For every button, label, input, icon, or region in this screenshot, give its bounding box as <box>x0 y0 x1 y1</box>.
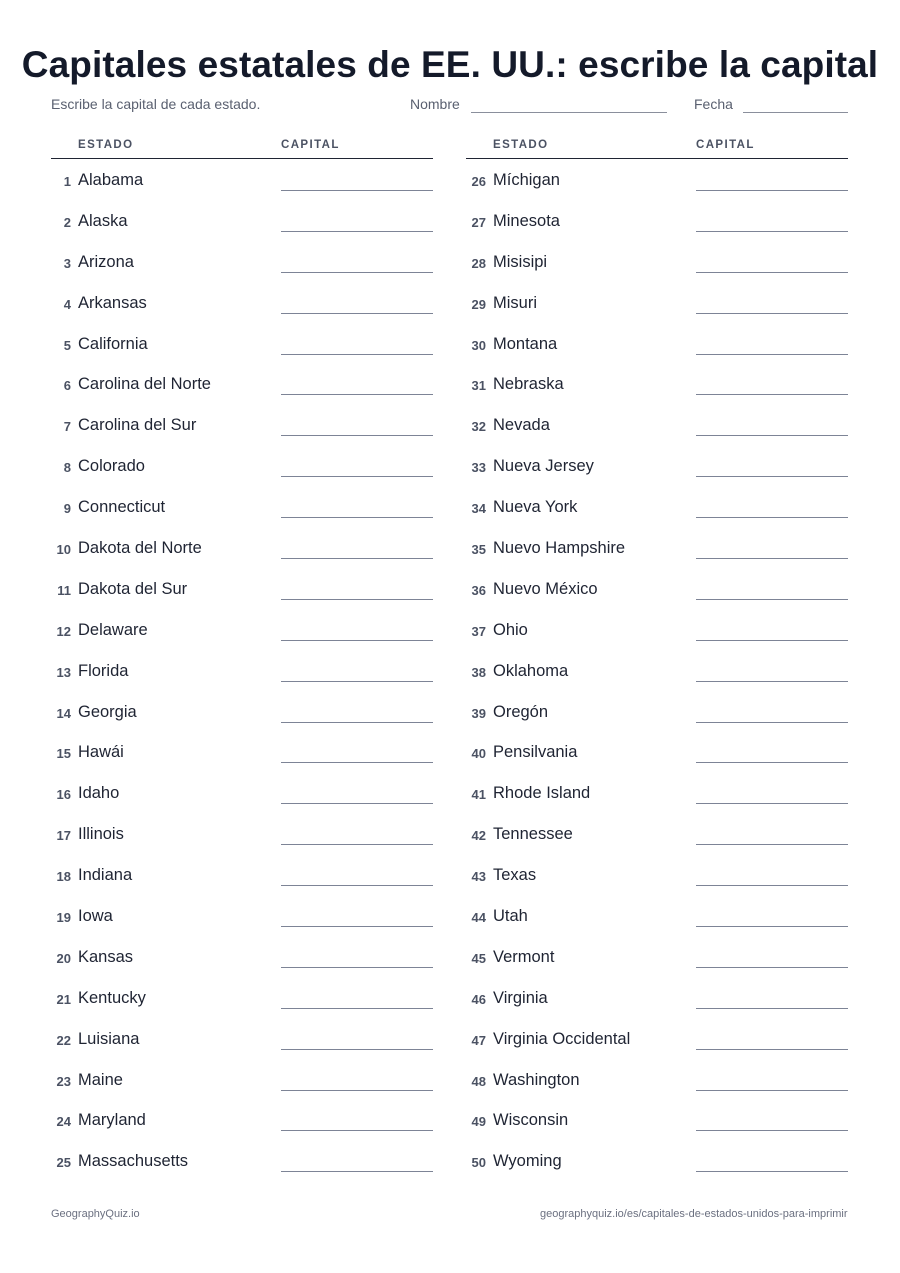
row-number: 50 <box>471 1155 486 1171</box>
state-name: Vermont <box>493 947 555 966</box>
state-header: ESTADO <box>493 139 549 151</box>
row-number: 1 <box>63 174 71 189</box>
capital-answer-field[interactable] <box>696 1049 848 1050</box>
capital-answer-field[interactable] <box>696 1090 848 1091</box>
worksheet-row <box>466 568 848 609</box>
state-name: Colorado <box>78 457 145 476</box>
state-name: Misuri <box>493 293 537 312</box>
row-number: 48 <box>471 1073 486 1089</box>
worksheet-row <box>466 813 848 854</box>
left-column <box>51 138 433 1181</box>
capital-answer-field[interactable] <box>281 1130 433 1131</box>
row-number: 42 <box>471 828 486 844</box>
state-name: Carolina del Sur <box>78 416 197 435</box>
worksheet-row <box>51 772 433 813</box>
row-number: 47 <box>471 1032 486 1048</box>
row-number: 46 <box>471 991 486 1007</box>
row-number: 31 <box>471 378 486 394</box>
worksheet-row <box>466 936 848 977</box>
capital-answer-field[interactable] <box>696 844 848 845</box>
capital-answer-field[interactable] <box>696 640 848 641</box>
state-name: Nebraska <box>493 375 564 394</box>
row-number: 37 <box>471 623 486 639</box>
worksheet-row <box>466 527 848 568</box>
state-name: Nuevo Hampshire <box>493 539 626 558</box>
state-name: Nueva Jersey <box>493 457 594 476</box>
state-name: Iowa <box>78 907 113 926</box>
row-number: 22 <box>56 1032 71 1048</box>
capital-answer-field[interactable] <box>281 599 433 600</box>
state-name: Oklahoma <box>493 661 569 680</box>
capital-answer-field[interactable] <box>696 926 848 927</box>
row-number: 9 <box>63 501 71 517</box>
row-number: 24 <box>56 1114 71 1130</box>
row-number: 10 <box>56 542 71 558</box>
row-number: 35 <box>471 542 486 558</box>
worksheet-row <box>51 1140 433 1181</box>
state-name: Virginia Occidental <box>493 1029 631 1048</box>
row-number: 19 <box>56 910 71 926</box>
row-number: 17 <box>56 828 71 844</box>
row-number: 4 <box>63 296 71 312</box>
row-number: 23 <box>56 1073 71 1089</box>
name-label: Nombre <box>410 96 460 112</box>
worksheet-row <box>466 323 848 364</box>
state-header: ESTADO <box>78 139 134 151</box>
worksheet-row <box>51 936 433 977</box>
worksheet-row <box>466 1140 848 1181</box>
capital-answer-field[interactable] <box>281 1049 433 1050</box>
capital-answer-field[interactable] <box>281 640 433 641</box>
capital-answer-field[interactable] <box>281 1171 433 1172</box>
worksheet-row <box>466 445 848 486</box>
capital-answer-field[interactable] <box>696 558 848 559</box>
worksheet-row <box>51 363 433 404</box>
capital-answer-field[interactable] <box>696 190 848 191</box>
state-name: Nueva York <box>493 498 578 517</box>
capital-answer-field[interactable] <box>281 1090 433 1091</box>
row-number: 21 <box>56 991 71 1007</box>
worksheet-row <box>466 159 848 200</box>
state-name: Luisiana <box>78 1029 140 1048</box>
capital-answer-field[interactable] <box>696 1008 848 1009</box>
capital-answer-field[interactable] <box>696 885 848 886</box>
worksheet-row <box>466 609 848 650</box>
capital-answer-field[interactable] <box>696 722 848 723</box>
row-number: 43 <box>471 869 486 885</box>
worksheet-row <box>51 159 433 200</box>
row-number: 36 <box>471 582 486 598</box>
state-name: Maine <box>78 1070 123 1089</box>
worksheet-row <box>466 691 848 732</box>
worksheet-row <box>51 323 433 364</box>
footer-url[interactable]: geographyquiz.io/es/capitales-de-estados-unidos-para-imprimir <box>540 1208 848 1220</box>
state-name: Texas <box>493 866 537 885</box>
state-name: Connecticut <box>78 498 166 517</box>
row-number: 6 <box>63 378 71 394</box>
row-number: 32 <box>471 419 486 435</box>
worksheet-row <box>51 609 433 650</box>
capital-answer-field[interactable] <box>696 517 848 518</box>
capital-answer-field[interactable] <box>696 394 848 395</box>
capital-answer-field[interactable] <box>281 231 433 232</box>
instructions-text: Escribe la capital de cada estado. <box>51 96 261 112</box>
row-number: 41 <box>471 787 486 803</box>
worksheet-row <box>466 731 848 772</box>
state-name: Utah <box>493 907 528 926</box>
state-name: Massachusetts <box>78 1152 189 1171</box>
row-number: 45 <box>471 950 486 966</box>
capital-header: CAPITAL <box>696 139 755 151</box>
row-number: 30 <box>471 337 486 353</box>
state-name: Virginia <box>493 988 548 1007</box>
capital-header: CAPITAL <box>281 139 340 151</box>
state-name: Alabama <box>78 171 144 189</box>
worksheet-row <box>51 1059 433 1100</box>
capital-answer-field[interactable] <box>281 762 433 763</box>
capital-answer-field[interactable] <box>696 1171 848 1172</box>
worksheet-row <box>51 486 433 527</box>
worksheet-row <box>466 282 848 323</box>
capital-answer-field[interactable] <box>696 599 848 600</box>
state-name: Montana <box>493 334 558 353</box>
worksheet-row <box>51 568 433 609</box>
capital-answer-field[interactable] <box>281 558 433 559</box>
state-name: Minesota <box>493 211 560 230</box>
row-number: 15 <box>56 746 71 762</box>
state-name: Oregón <box>493 702 549 721</box>
name-field[interactable] <box>471 112 667 113</box>
header-info-row <box>51 96 848 116</box>
capital-answer-field[interactable] <box>281 476 433 477</box>
left-rows <box>51 159 433 1181</box>
state-name: Arizona <box>78 252 134 271</box>
capital-answer-field[interactable] <box>281 803 433 804</box>
row-number: 2 <box>63 214 71 230</box>
row-number: 38 <box>471 664 486 680</box>
row-number: 20 <box>56 950 71 966</box>
right-rows <box>466 159 848 1181</box>
date-label: Fecha <box>694 96 733 112</box>
worksheet-row <box>51 527 433 568</box>
row-number: 26 <box>471 174 486 189</box>
worksheet-row <box>51 241 433 282</box>
worksheet-row <box>466 895 848 936</box>
row-number: 49 <box>471 1114 486 1130</box>
capital-answer-field[interactable] <box>696 313 848 314</box>
capital-answer-field[interactable] <box>281 394 433 395</box>
row-number: 40 <box>471 746 486 762</box>
state-name: Pensilvania <box>493 743 578 762</box>
state-name: Delaware <box>78 620 148 639</box>
worksheet-row <box>51 445 433 486</box>
worksheet-row <box>51 854 433 895</box>
capital-answer-field[interactable] <box>696 803 848 804</box>
worksheet-row <box>466 363 848 404</box>
worksheet-row <box>466 404 848 445</box>
worksheet-row <box>51 977 433 1018</box>
state-name: Illinois <box>78 825 124 844</box>
state-name: Indiana <box>78 866 133 885</box>
capital-answer-field[interactable] <box>281 190 433 191</box>
worksheet-row <box>466 854 848 895</box>
worksheet-row <box>51 1018 433 1059</box>
state-name: California <box>78 334 148 353</box>
row-number: 16 <box>56 787 71 803</box>
state-name: Kentucky <box>78 988 146 1007</box>
capital-answer-field[interactable] <box>281 844 433 845</box>
capital-answer-field[interactable] <box>696 476 848 477</box>
row-number: 44 <box>471 910 486 926</box>
worksheet-row <box>466 772 848 813</box>
row-number: 33 <box>471 460 486 476</box>
capital-answer-field[interactable] <box>281 885 433 886</box>
worksheet-row <box>466 977 848 1018</box>
footer-brand: GeographyQuiz.io <box>51 1208 140 1220</box>
state-name: Tennessee <box>493 825 573 844</box>
state-name: Misisipi <box>493 252 548 271</box>
state-name: Idaho <box>78 784 120 803</box>
row-number: 14 <box>56 705 71 721</box>
worksheet-row <box>51 1099 433 1140</box>
worksheet-row <box>466 1059 848 1100</box>
state-name: Wyoming <box>493 1152 562 1171</box>
state-name: Míchigan <box>493 171 560 189</box>
state-name: Nuevo México <box>493 579 598 598</box>
worksheet-row <box>51 731 433 772</box>
row-number: 5 <box>63 337 71 353</box>
right-column <box>466 138 848 1181</box>
worksheet-row <box>51 650 433 691</box>
worksheet-row <box>466 1099 848 1140</box>
row-number: 18 <box>56 869 71 885</box>
capital-answer-field[interactable] <box>281 967 433 968</box>
worksheet-row <box>51 282 433 323</box>
row-number: 39 <box>471 705 486 721</box>
worksheet-row <box>51 813 433 854</box>
state-name: Hawái <box>78 743 124 762</box>
row-number: 34 <box>471 501 486 517</box>
state-name: Ohio <box>493 620 528 639</box>
date-field[interactable] <box>743 112 848 113</box>
capital-answer-field[interactable] <box>281 313 433 314</box>
capital-answer-field[interactable] <box>281 435 433 436</box>
row-number: 3 <box>63 255 71 271</box>
capital-answer-field[interactable] <box>281 1008 433 1009</box>
column-header <box>466 138 848 159</box>
capital-answer-field[interactable] <box>281 681 433 682</box>
capital-answer-field[interactable] <box>281 722 433 723</box>
state-name: Dakota del Norte <box>78 539 202 558</box>
row-number: 11 <box>57 582 71 598</box>
capital-answer-field[interactable] <box>281 517 433 518</box>
page-title: Capitales estatales de EE. UU.: escribe la capital <box>21 44 879 85</box>
row-number: 27 <box>471 214 486 230</box>
worksheet-row <box>466 486 848 527</box>
worksheet-row <box>51 404 433 445</box>
worksheet-row <box>51 895 433 936</box>
row-number: 7 <box>63 419 71 435</box>
state-name: Arkansas <box>78 293 147 312</box>
row-number: 25 <box>56 1155 71 1171</box>
capital-answer-field[interactable] <box>281 272 433 273</box>
row-number: 29 <box>471 296 486 312</box>
capital-answer-field[interactable] <box>696 231 848 232</box>
state-name: Wisconsin <box>493 1111 569 1130</box>
capital-answer-field[interactable] <box>696 272 848 273</box>
row-number: 8 <box>63 460 71 476</box>
capital-answer-field[interactable] <box>696 762 848 763</box>
row-number: 13 <box>56 664 71 680</box>
capital-answer-field[interactable] <box>696 967 848 968</box>
worksheet-row <box>466 200 848 241</box>
row-number: 28 <box>471 255 486 271</box>
column-header <box>51 138 433 159</box>
capital-answer-field[interactable] <box>696 1130 848 1131</box>
row-number: 12 <box>56 623 71 639</box>
worksheet-row <box>466 650 848 691</box>
state-name: Maryland <box>78 1111 146 1130</box>
capital-answer-field[interactable] <box>281 354 433 355</box>
capital-answer-field[interactable] <box>696 354 848 355</box>
state-name: Dakota del Sur <box>78 579 188 598</box>
state-name: Florida <box>78 661 129 680</box>
capital-answer-field[interactable] <box>696 435 848 436</box>
capital-answer-field[interactable] <box>281 926 433 927</box>
state-name: Nevada <box>493 416 550 435</box>
worksheet-row <box>466 241 848 282</box>
state-name: Alaska <box>78 211 128 230</box>
state-name: Washington <box>493 1070 580 1089</box>
state-name: Georgia <box>78 702 137 721</box>
worksheet-row <box>51 200 433 241</box>
worksheet-row <box>466 1018 848 1059</box>
state-name: Carolina del Norte <box>78 375 211 394</box>
capital-answer-field[interactable] <box>696 681 848 682</box>
state-name: Rhode Island <box>493 784 591 803</box>
state-name: Kansas <box>78 947 134 966</box>
worksheet-row <box>51 691 433 732</box>
